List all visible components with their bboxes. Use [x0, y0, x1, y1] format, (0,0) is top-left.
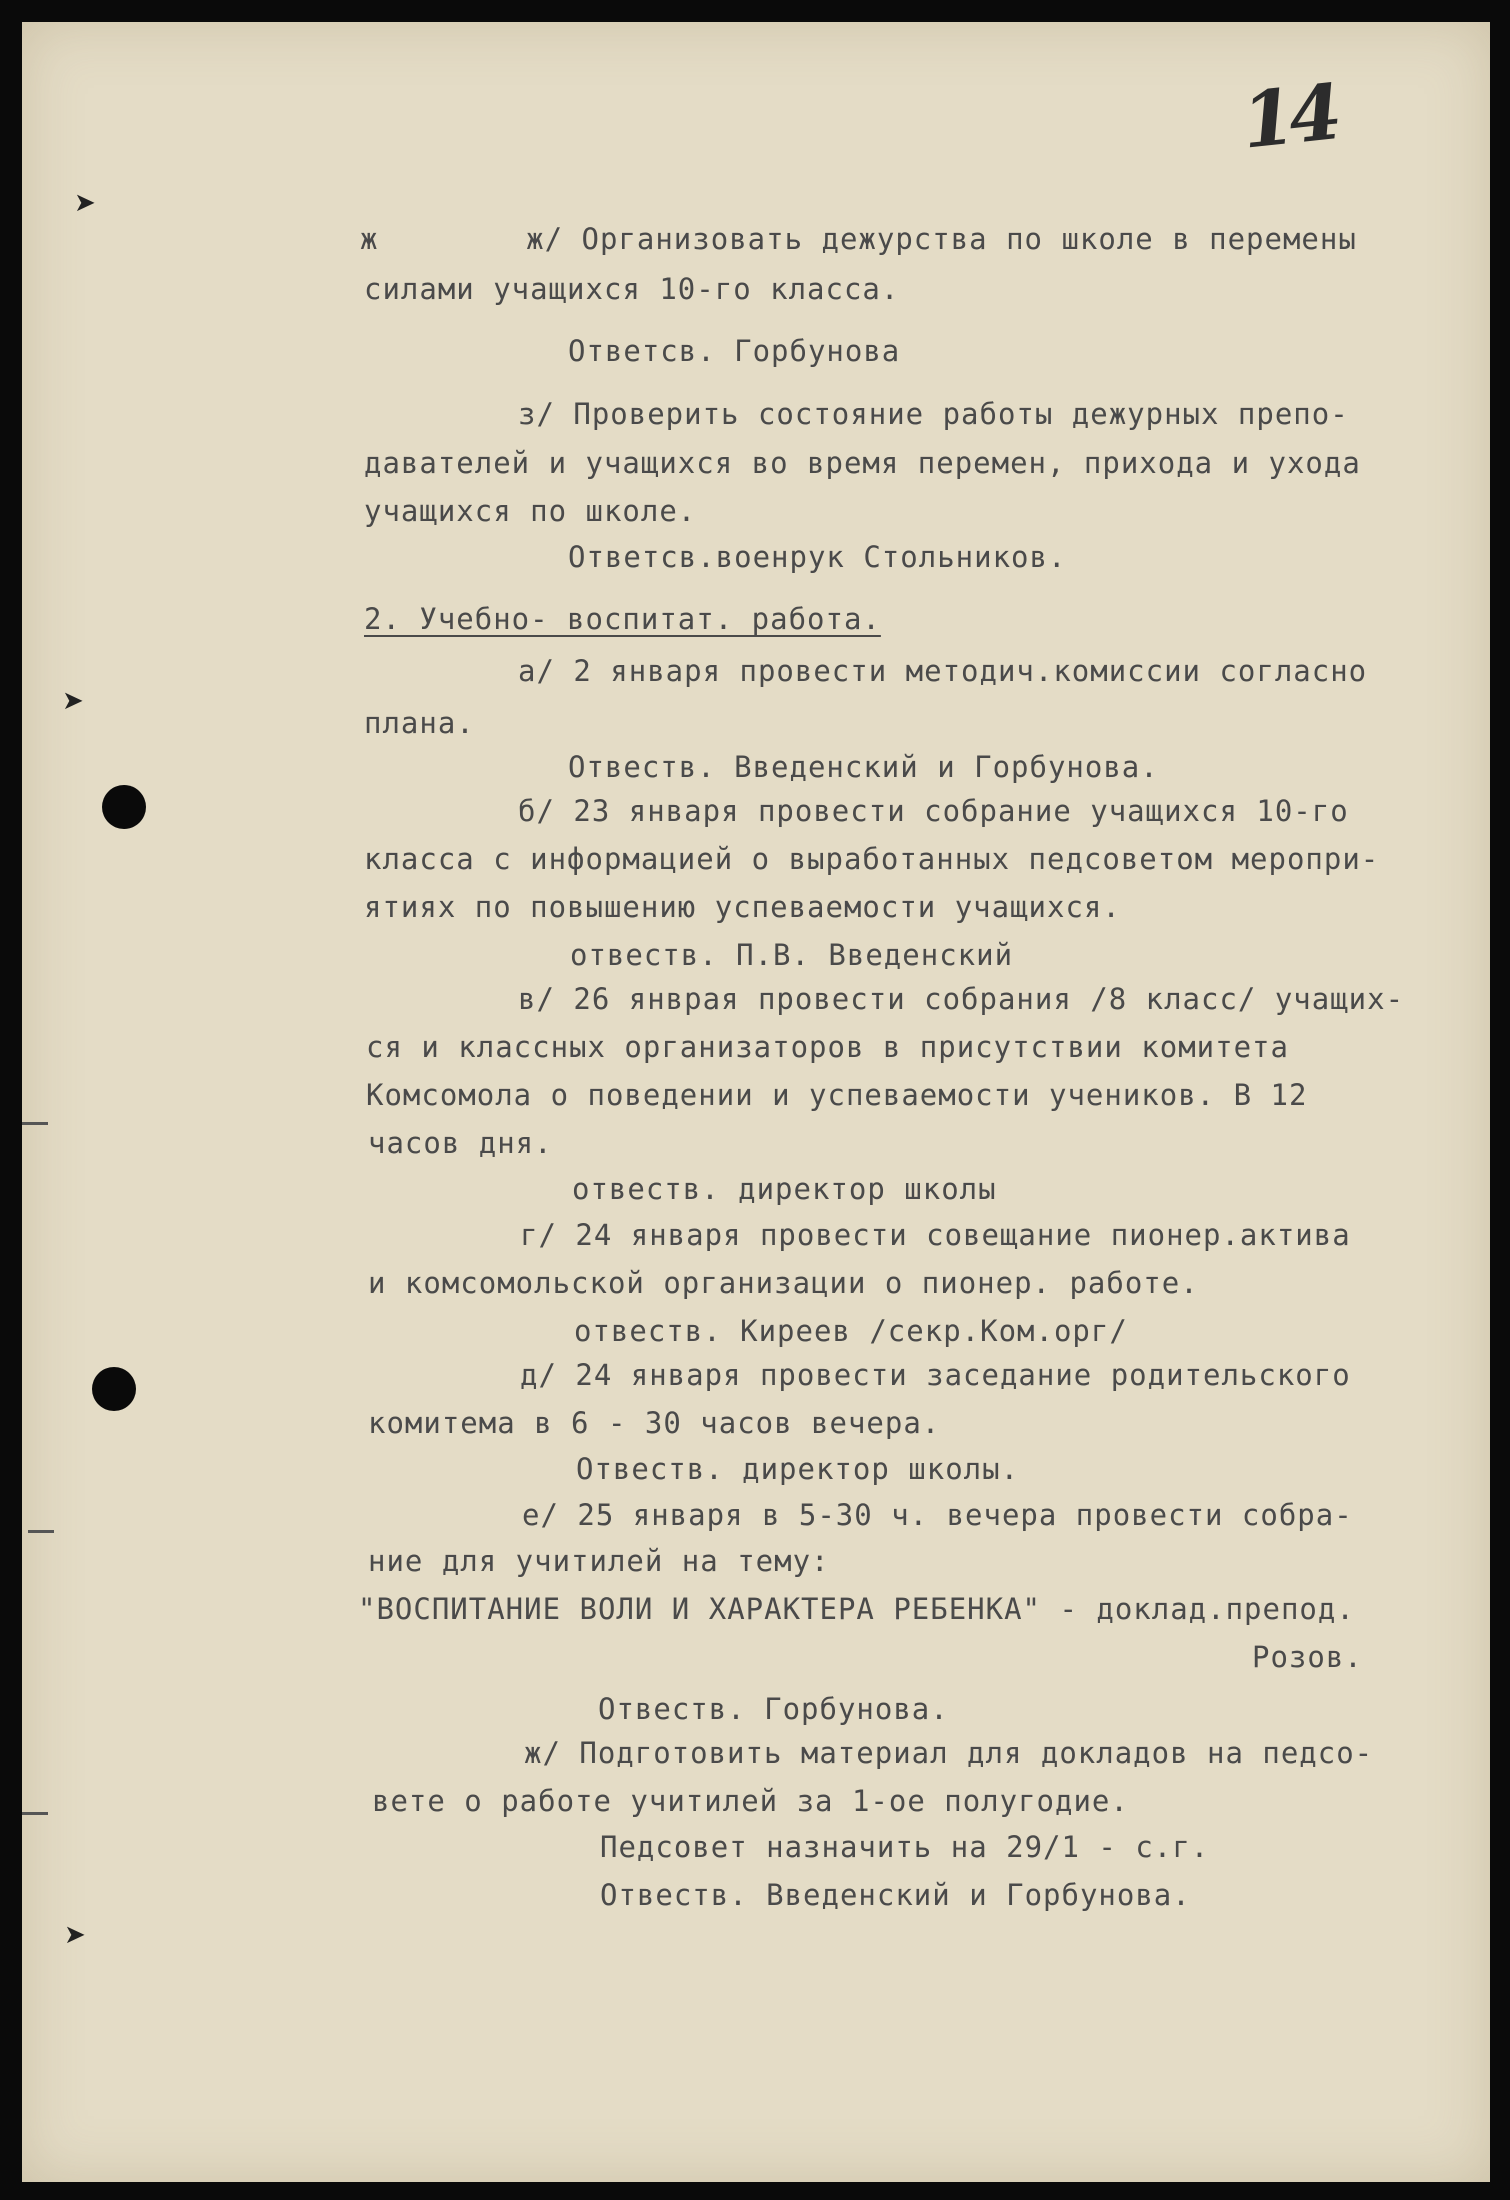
- text-line: ж ж/ Организовать дежурства по школе в перемены: [360, 222, 1357, 256]
- text-line: б/ 23 января провести собрание учащихся 10-го: [518, 794, 1349, 828]
- text-line: з/ Проверить состояние работы дежурных препо-: [518, 397, 1349, 431]
- margin-tick: [22, 1812, 48, 1815]
- text-line: Ответсв. Горбунова: [568, 334, 901, 368]
- text-line: отвеств. Киреев /секр.Ком.орг/: [574, 1314, 1128, 1348]
- text-line: отвеств. П.В. Введенский: [570, 938, 1014, 972]
- margin-tick: ➤: [64, 1920, 86, 1950]
- punch-hole: [102, 785, 146, 829]
- text-line: Отвеств. Горбунова.: [598, 1692, 949, 1726]
- text-line: Отвеств. Введенский и Горбунова.: [568, 750, 1159, 784]
- text-line: г/ 24 января провести совещание пионер.актива: [520, 1218, 1351, 1252]
- text-line: отвеств. директор школы: [572, 1172, 997, 1206]
- margin-tick: [22, 1122, 48, 1125]
- text-line: плана.: [364, 706, 475, 740]
- text-line: Комсомола о поведении и успеваемости учеников. В 12: [366, 1078, 1308, 1112]
- text-line: учащихся по школе.: [364, 494, 697, 528]
- margin-tick: ➤: [62, 686, 84, 716]
- text-line: ние для учитилей на тему:: [368, 1544, 830, 1578]
- text-line: часов дня.: [368, 1126, 553, 1160]
- text-line: Педсовет назначить на 29/1 - с.г.: [600, 1830, 1210, 1864]
- text-line: вете о работе учитилей за 1-ое полугодие.: [372, 1784, 1129, 1818]
- text-line: а/ 2 января провести методич.комиссии согласно: [518, 654, 1368, 688]
- text-line: класса с информацией о выработанных педсоветом меропри-: [364, 842, 1380, 876]
- text-line: в/ 26 янврая провести собрания /8 класс/ учащих-: [518, 982, 1405, 1016]
- text-line: силами учащихся 10-го класса.: [364, 272, 900, 306]
- section-heading: 2. Учебно- воспитат. работа.: [364, 602, 881, 636]
- text-line: "ВОСПИТАНИЕ ВОЛИ И ХАРАКТЕРА РЕБЕНКА" - доклад.препод.: [358, 1592, 1355, 1626]
- text-line: Розов.: [1252, 1640, 1363, 1674]
- folio-number: 14: [1237, 67, 1341, 166]
- text-line: д/ 24 января провести заседание родительского: [520, 1358, 1351, 1392]
- document-page: [22, 22, 1490, 2182]
- text-line: и комсомольской организации о пионер. работе.: [368, 1266, 1199, 1300]
- text-line: Отвеств. Введенский и Горбунова.: [600, 1878, 1191, 1912]
- text-line: Отвеств. директор школы.: [576, 1452, 1020, 1486]
- margin-tick: ➤: [74, 188, 96, 218]
- margin-tick: [28, 1530, 54, 1533]
- text-line: ся и классных организаторов в присутствии комитета: [366, 1030, 1289, 1064]
- punch-hole: [92, 1367, 136, 1411]
- text-line: е/ 25 января в 5-30 ч. вечера провести собра-: [522, 1498, 1353, 1532]
- text-line: комитема в 6 - 30 часов вечера.: [368, 1406, 941, 1440]
- text-line: Ответсв.военрук Стольников.: [568, 540, 1067, 574]
- text-line: ж/ Подготовить материал для докладов на педсо-: [524, 1736, 1374, 1770]
- text-line: ятиях по повышению успеваемости учащихся.: [364, 890, 1121, 924]
- text-line: давателей и учащихся во время перемен, прихода и ухода: [364, 446, 1361, 480]
